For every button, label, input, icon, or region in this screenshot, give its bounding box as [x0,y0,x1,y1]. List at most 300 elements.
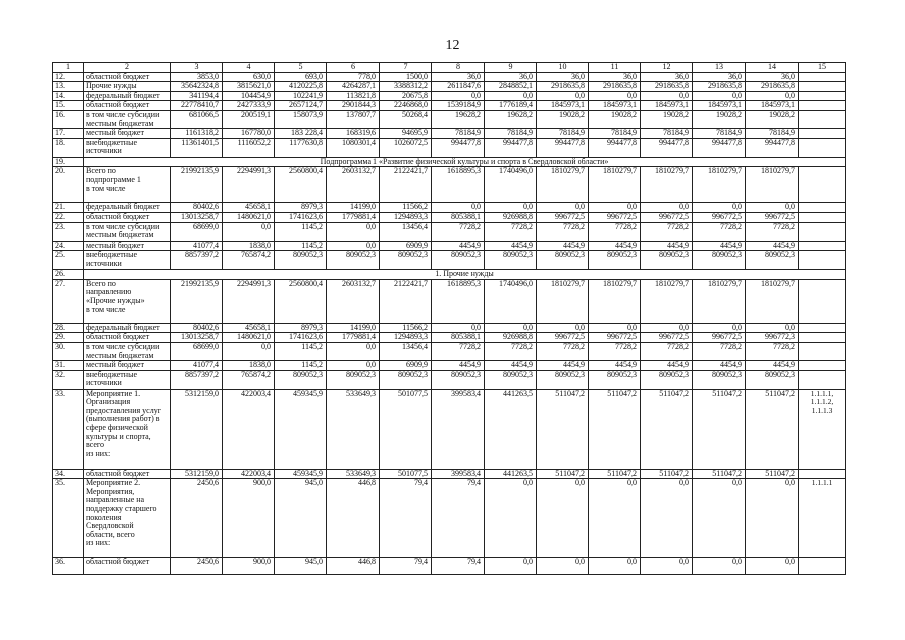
value-cell: 4454,9 [641,241,693,251]
column-number: 4 [223,63,275,73]
value-cell: 1480621,0 [223,333,275,343]
table-row [53,558,846,575]
value-cell: 446,8 [327,558,380,575]
value-cell: 158073,9 [275,110,327,128]
value-cell: 1740496,0 [485,167,537,203]
value-cell: 2918635,8 [537,82,589,92]
value-cell: 41077,4 [171,361,223,371]
value-cell: 45658,1 [223,203,275,213]
value-cell: 1845973,1 [537,101,589,111]
row-index: 27. [53,279,84,323]
row-label: Всего по направлению «Прочие нужды» в том числе [84,279,171,323]
value-cell: 533649,3 [327,469,380,479]
value-cell: 13456,4 [380,342,432,360]
value-cell: 511047,2 [693,469,746,479]
value-cell: 0,0 [432,91,485,101]
value-cell: 1145,2 [275,361,327,371]
value-cell: 0,0 [589,203,641,213]
value-cell: 113821,8 [327,91,380,101]
value-cell: 2427333,9 [223,101,275,111]
value-cell: 1740496,0 [485,279,537,323]
row-label: областной бюджет [84,212,171,222]
row-label: Прочие нужды [84,82,171,92]
row-index: 29. [53,333,84,343]
target-code [799,342,846,360]
table-row [53,251,846,270]
value-cell: 7728,2 [641,222,693,241]
value-cell: 19628,2 [432,110,485,128]
value-cell: 511047,2 [746,469,799,479]
value-cell: 4120225,8 [275,82,327,92]
value-cell: 441263,5 [485,389,537,469]
budget-table [52,62,846,575]
value-cell: 200519,1 [223,110,275,128]
value-cell: 0,0 [485,323,537,333]
value-cell: 79,4 [380,479,432,558]
row-label: федеральный бюджет [84,323,171,333]
row-label: местный бюджет [84,241,171,251]
value-cell: 8857397,2 [171,370,223,389]
value-cell: 693,0 [275,72,327,82]
target-code [799,279,846,323]
value-cell: 0,0 [485,558,537,575]
value-cell: 7728,2 [693,222,746,241]
value-cell: 1116052,2 [223,138,275,157]
value-cell: 35642324,8 [171,82,223,92]
value-cell: 4454,9 [693,241,746,251]
value-cell: 79,4 [432,558,485,575]
value-cell: 79,4 [380,558,432,575]
value-cell: 511047,2 [693,389,746,469]
value-cell: 809052,3 [380,370,432,389]
value-cell: 19028,2 [746,110,799,128]
target-code: 1.1.1.1, 1.1.1.2, 1.1.1.3 [799,389,846,469]
column-number: 7 [380,63,432,73]
target-code [799,212,846,222]
value-cell: 1810279,7 [746,279,799,323]
table-row [53,82,846,92]
value-cell: 7728,2 [537,222,589,241]
value-cell: 1810279,7 [641,167,693,203]
value-cell: 0,0 [223,342,275,360]
value-cell: 1810279,7 [537,167,589,203]
value-cell: 4454,9 [746,361,799,371]
row-index: 30. [53,342,84,360]
value-cell: 4454,9 [432,241,485,251]
value-cell: 945,0 [275,558,327,575]
row-index: 21. [53,203,84,213]
value-cell: 1810279,7 [589,279,641,323]
value-cell: 0,0 [693,203,746,213]
value-cell: 0,0 [746,558,799,575]
value-cell: 11361401,5 [171,138,223,157]
value-cell: 7728,2 [693,342,746,360]
value-cell: 809052,3 [380,251,432,270]
row-index: 26. [53,270,84,280]
value-cell: 2901844,3 [327,101,380,111]
value-cell: 1810279,7 [746,167,799,203]
value-cell: 2560800,4 [275,167,327,203]
value-cell: 1161318,2 [171,129,223,139]
row-label: областной бюджет [84,558,171,575]
value-cell: 926988,8 [485,212,537,222]
value-cell: 994477,8 [746,138,799,157]
value-cell: 945,0 [275,479,327,558]
value-cell: 0,0 [537,91,589,101]
value-cell: 511047,2 [641,389,693,469]
value-cell: 4454,9 [485,361,537,371]
value-cell: 78184,9 [746,129,799,139]
row-index: 14. [53,91,84,101]
value-cell: 1145,2 [275,222,327,241]
value-cell: 1618895,3 [432,279,485,323]
value-cell: 809052,3 [432,370,485,389]
value-cell: 399583,4 [432,389,485,469]
page-number: 12 [445,38,460,53]
row-label: в том числе субсидии местным бюджетам [84,110,171,128]
value-cell: 2294991,3 [223,167,275,203]
value-cell: 45658,1 [223,323,275,333]
column-number: 11 [589,63,641,73]
row-label: местный бюджет [84,129,171,139]
value-cell: 1539184,9 [432,101,485,111]
row-index: 25. [53,251,84,270]
table-row [53,138,846,157]
value-cell: 0,0 [589,479,641,558]
value-cell: 94695,9 [380,129,432,139]
value-cell: 2294991,3 [223,279,275,323]
table-row [53,479,846,558]
value-cell: 1618895,3 [432,167,485,203]
column-number: 9 [485,63,537,73]
value-cell: 2848852,1 [485,82,537,92]
value-cell: 809052,3 [275,370,327,389]
value-cell: 1080301,4 [327,138,380,157]
value-cell: 0,0 [589,558,641,575]
row-index: 18. [53,138,84,157]
value-cell: 2603132,7 [327,167,380,203]
value-cell: 36,0 [589,72,641,82]
value-cell: 0,0 [693,323,746,333]
value-cell: 7728,2 [589,222,641,241]
value-cell: 13456,4 [380,222,432,241]
value-cell: 1294893,3 [380,333,432,343]
table-row [53,333,846,343]
value-cell: 809052,3 [641,251,693,270]
value-cell: 422003,4 [223,389,275,469]
value-cell: 0,0 [693,91,746,101]
value-cell: 4264287,1 [327,82,380,92]
value-cell: 2603132,7 [327,279,380,323]
value-cell: 78184,9 [537,129,589,139]
value-cell: 1845973,1 [746,101,799,111]
target-code [799,370,846,389]
value-cell: 996772,5 [589,212,641,222]
value-cell: 1145,2 [275,342,327,360]
value-cell: 1838,0 [223,241,275,251]
value-cell: 0,0 [641,323,693,333]
target-code [799,333,846,343]
value-cell: 0,0 [327,361,380,371]
value-cell: 459345,9 [275,469,327,479]
column-number: 12 [641,63,693,73]
value-cell: 11566,2 [380,323,432,333]
target-code [799,251,846,270]
value-cell: 1810279,7 [589,167,641,203]
section-row [53,270,846,280]
value-cell: 1810279,7 [693,167,746,203]
value-cell: 3853,0 [171,72,223,82]
value-cell: 19628,2 [485,110,537,128]
value-cell: 341194,4 [171,91,223,101]
table-row [53,101,846,111]
value-cell: 0,0 [327,342,380,360]
value-cell: 0,0 [746,323,799,333]
value-cell: 4454,9 [537,241,589,251]
value-cell: 22778410,7 [171,101,223,111]
table-row [53,110,846,128]
section-title: Подпрограмма 1 «Развитие физической культуры и спорта в Свердловской области» [84,157,846,167]
value-cell: 13013258,7 [171,333,223,343]
target-code: 1.1.1.1 [799,479,846,558]
value-cell: 102241,9 [275,91,327,101]
target-code [799,469,846,479]
value-cell: 511047,2 [641,469,693,479]
value-cell: 805388,1 [432,212,485,222]
value-cell: 11566,2 [380,203,432,213]
value-cell: 0,0 [693,479,746,558]
value-cell: 765874,2 [223,370,275,389]
value-cell: 809052,3 [537,251,589,270]
row-index: 15. [53,101,84,111]
value-cell: 994477,8 [641,138,693,157]
value-cell: 21992135,9 [171,167,223,203]
value-cell: 809052,3 [641,370,693,389]
value-cell: 501077,5 [380,469,432,479]
value-cell: 1026072,5 [380,138,432,157]
column-number: 10 [537,63,589,73]
value-cell: 501077,5 [380,389,432,469]
value-cell: 511047,2 [537,469,589,479]
value-cell: 36,0 [537,72,589,82]
table-row [53,370,846,389]
value-cell: 13013258,7 [171,212,223,222]
table-row [53,342,846,360]
table-row [53,91,846,101]
value-cell: 80402,6 [171,203,223,213]
value-cell: 809052,3 [327,251,380,270]
value-cell: 183 228,4 [275,129,327,139]
value-cell: 8979,3 [275,203,327,213]
target-code [799,323,846,333]
value-cell: 511047,2 [746,389,799,469]
value-cell: 533649,3 [327,389,380,469]
value-cell: 8857397,2 [171,251,223,270]
value-cell: 778,0 [327,72,380,82]
value-cell: 0,0 [432,323,485,333]
table-row [53,389,846,469]
row-index: 20. [53,167,84,203]
row-label: федеральный бюджет [84,203,171,213]
value-cell: 0,0 [537,323,589,333]
value-cell: 2918635,8 [693,82,746,92]
value-cell: 809052,3 [432,251,485,270]
value-cell: 68699,0 [171,342,223,360]
value-cell: 4454,9 [589,361,641,371]
value-cell: 630,0 [223,72,275,82]
value-cell: 7728,2 [485,222,537,241]
value-cell: 0,0 [589,323,641,333]
value-cell: 0,0 [589,91,641,101]
column-number: 2 [84,63,171,73]
row-index: 16. [53,110,84,128]
value-cell: 7728,2 [432,342,485,360]
row-index: 32. [53,370,84,389]
value-cell: 19028,2 [589,110,641,128]
target-code [799,558,846,575]
value-cell: 446,8 [327,479,380,558]
row-index: 34. [53,469,84,479]
value-cell: 996772,5 [589,333,641,343]
row-index: 12. [53,72,84,82]
value-cell: 137807,7 [327,110,380,128]
value-cell: 14199,0 [327,203,380,213]
row-index: 28. [53,323,84,333]
value-cell: 422003,4 [223,469,275,479]
row-label: в том числе субсидии местным бюджетам [84,342,171,360]
value-cell: 2918635,8 [589,82,641,92]
value-cell: 36,0 [432,72,485,82]
value-cell: 1845973,1 [641,101,693,111]
table-row [53,72,846,82]
value-cell: 68699,0 [171,222,223,241]
target-code [799,167,846,203]
value-cell: 168319,6 [327,129,380,139]
value-cell: 78184,9 [432,129,485,139]
value-cell: 994477,8 [485,138,537,157]
value-cell: 511047,2 [537,389,589,469]
row-label: в том числе субсидии местным бюджетам [84,222,171,241]
value-cell: 996772,5 [537,333,589,343]
value-cell: 511047,2 [589,389,641,469]
value-cell: 2246868,0 [380,101,432,111]
row-index: 13. [53,82,84,92]
column-number: 5 [275,63,327,73]
value-cell: 3388312,2 [380,82,432,92]
value-cell: 511047,2 [589,469,641,479]
value-cell: 20675,8 [380,91,432,101]
value-cell: 1145,2 [275,241,327,251]
value-cell: 6909,9 [380,361,432,371]
value-cell: 4454,9 [432,361,485,371]
target-code [799,203,846,213]
value-cell: 78184,9 [693,129,746,139]
value-cell: 1779881,4 [327,212,380,222]
value-cell: 809052,3 [693,251,746,270]
section-row [53,157,846,167]
row-label: внебюджетные источники [84,138,171,157]
value-cell: 1177630,8 [275,138,327,157]
row-label: федеральный бюджет [84,91,171,101]
value-cell: 0,0 [537,203,589,213]
value-cell: 0,0 [537,558,589,575]
row-label: областной бюджет [84,333,171,343]
value-cell: 167780,0 [223,129,275,139]
value-cell: 78184,9 [589,129,641,139]
value-cell: 7728,2 [746,342,799,360]
value-cell: 441263,5 [485,469,537,479]
value-cell: 50268,4 [380,110,432,128]
value-cell: 399583,4 [432,469,485,479]
table-row [53,129,846,139]
value-cell: 41077,4 [171,241,223,251]
value-cell: 2611847,6 [432,82,485,92]
column-number: 1 [53,63,84,73]
value-cell: 78184,9 [485,129,537,139]
value-cell: 0,0 [432,203,485,213]
value-cell: 996772,5 [641,212,693,222]
value-cell: 1810279,7 [693,279,746,323]
row-index: 36. [53,558,84,575]
value-cell: 2657124,7 [275,101,327,111]
value-cell: 78184,9 [641,129,693,139]
value-cell: 2122421,7 [380,279,432,323]
target-code [799,241,846,251]
row-label: областной бюджет [84,469,171,479]
value-cell: 19028,2 [693,110,746,128]
value-cell: 19028,2 [537,110,589,128]
table-row [53,203,846,213]
value-cell: 2122421,7 [380,167,432,203]
value-cell: 5312159,0 [171,389,223,469]
value-cell: 809052,3 [275,251,327,270]
row-index: 31. [53,361,84,371]
value-cell: 7728,2 [641,342,693,360]
value-cell: 1810279,7 [641,279,693,323]
row-label: внебюджетные источники [84,370,171,389]
value-cell: 19028,2 [641,110,693,128]
value-cell: 4454,9 [693,361,746,371]
value-cell: 2450,6 [171,558,223,575]
value-cell: 1500,0 [380,72,432,82]
value-cell: 4454,9 [589,241,641,251]
table-row [53,323,846,333]
value-cell: 994477,8 [589,138,641,157]
value-cell: 80402,6 [171,323,223,333]
value-cell: 36,0 [693,72,746,82]
value-cell: 1741623,6 [275,333,327,343]
value-cell: 0,0 [327,241,380,251]
target-code [799,82,846,92]
target-code [799,129,846,139]
value-cell: 765874,2 [223,251,275,270]
target-code [799,222,846,241]
value-cell: 0,0 [641,479,693,558]
value-cell: 14199,0 [327,323,380,333]
value-cell: 7728,2 [746,222,799,241]
value-cell: 681066,5 [171,110,223,128]
value-cell: 900,0 [223,558,275,575]
row-label: внебюджетные источники [84,251,171,270]
value-cell: 79,4 [432,479,485,558]
row-index: 17. [53,129,84,139]
row-index: 23. [53,222,84,241]
value-cell: 996772,5 [693,212,746,222]
value-cell: 809052,3 [589,370,641,389]
column-number: 3 [171,63,223,73]
value-cell: 2560800,4 [275,279,327,323]
value-cell: 7728,2 [432,222,485,241]
